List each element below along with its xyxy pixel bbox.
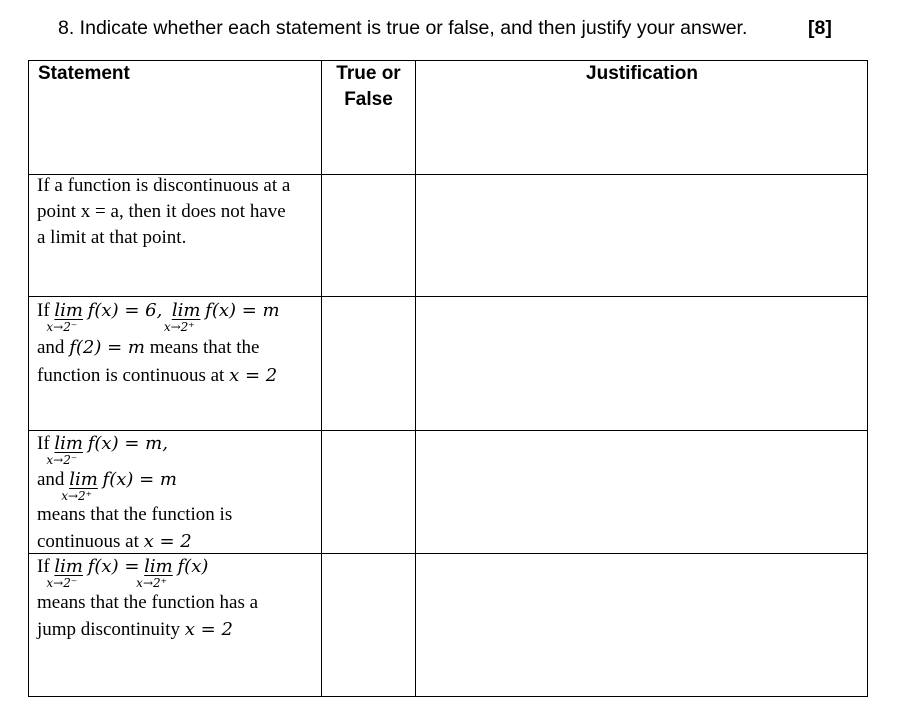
statement-4-line-3 [37,619,233,641]
statement-3-line-2 [37,469,177,503]
left-limit: lim x→2⁻ [46,556,83,590]
statement-cell-3 [37,431,317,552]
expression-1: f(x) = m, [87,433,168,454]
expression-2: f(x) = m [205,300,280,321]
answer-cell-3[interactable] [322,431,415,553]
continuous-text: continuous at [37,531,139,552]
header-true-or-line: True or [336,63,401,84]
header-false-line: False [344,89,393,110]
statement-4-line-2: means that the function has a [37,592,259,613]
justification-cell-4[interactable] [416,554,868,696]
statement-cell-4 [37,554,317,696]
justification-cell-3[interactable] [416,431,868,553]
right-limit: lim x→2⁺ [136,556,173,590]
statement-2-line-3 [37,365,277,387]
statement-4-line-1 [37,556,209,590]
if-text: If [37,556,50,577]
header-true-or-false [322,61,415,113]
statement-cell-2 [37,297,317,429]
expression-2: f(x) [177,556,209,577]
expression-1: f(x) = [87,556,140,577]
left-limit: lim x→2⁻ [46,300,83,334]
continuous-text: function is continuous at [37,365,225,386]
question-title: 8. Indicate whether each statement is true or false, and then justify your answer. [58,17,748,39]
answer-cell-4[interactable] [322,554,415,696]
x-equals-2: x = 2 [229,365,278,386]
justification-cell-2[interactable] [416,297,868,430]
question-marks: [8] [808,17,832,39]
statement-2-line-1 [37,300,280,334]
right-limit-subscript: x→2⁺ [163,320,195,334]
true-false-table [28,60,868,697]
statement-1-line-2: point x = a, then it does not have [37,201,286,222]
f2-expression: f(2) = m [69,337,145,358]
left-limit-subscript: x→2⁻ [46,576,78,590]
expression-2: f(x) = m [102,469,177,490]
right-limit-subscript: x→2⁺ [61,489,92,503]
if-text: If [37,300,50,321]
means-text: means that the [149,337,260,358]
statement-cell-1 [37,175,317,295]
x-equals-2: x = 2 [143,531,192,552]
statement-1-line-3: a limit at that point. [37,227,187,248]
answer-cell-2[interactable] [322,297,415,430]
right-limit: lim x→2⁺ [61,469,98,503]
expression-1: f(x) = 6, [87,300,163,321]
left-limit-subscript: x→2⁻ [46,320,78,334]
statement-2-line-2 [37,337,259,359]
right-limit-subscript: x→2⁺ [136,576,167,590]
header-justification: Justification [586,63,698,84]
and-text: and [37,469,65,490]
right-limit: lim x→2⁺ [163,300,201,334]
x-equals-2: x = 2 [184,619,233,640]
left-limit: lim x→2⁻ [46,433,83,467]
and-text: and [37,337,65,358]
if-text: If [37,433,50,454]
left-limit-subscript: x→2⁻ [46,453,78,467]
statement-3-line-3: means that the function is [37,504,233,525]
statement-3-line-1 [37,433,168,467]
answer-cell-1[interactable] [322,175,415,296]
statement-1-line-1: If a function is discontinuous at a [37,175,291,196]
justification-cell-1[interactable] [416,175,868,296]
statement-3-line-4 [37,531,192,553]
jump-text: jump discontinuity [37,619,181,640]
header-statement: Statement [38,63,130,84]
